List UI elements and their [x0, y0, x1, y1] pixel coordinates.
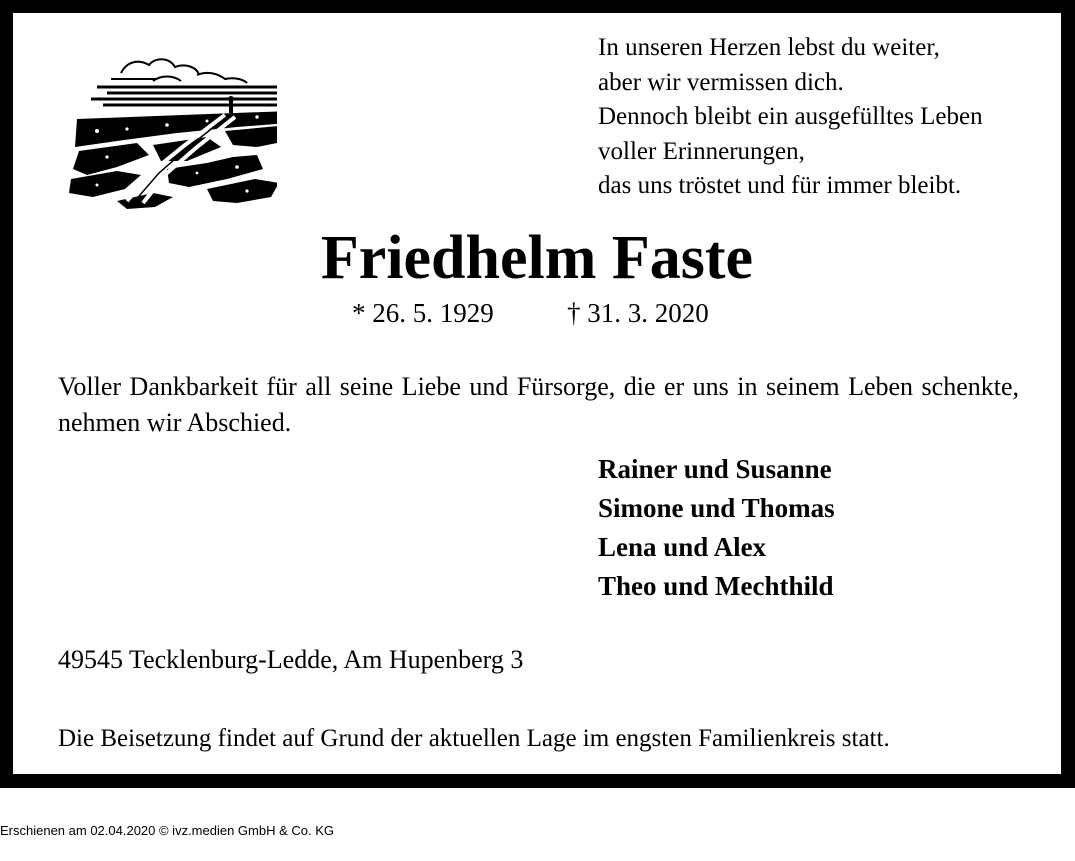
- mourner-name: Lena und Alex: [598, 532, 767, 562]
- poem-line: aber wir vermissen dich.: [598, 68, 844, 96]
- poem-line: In unseren Herzen lebst du weiter,: [598, 34, 940, 61]
- mourner-name: Theo und Mechthild: [598, 571, 834, 601]
- mourner-name: Simone und Thomas: [598, 493, 835, 523]
- family-address: 49545 Tecklenburg-Ledde, Am Hupenberg 3: [58, 645, 524, 674]
- publication-footer: Erschienen am 02.04.2020 © ivz.medien GmbH & Co. KG: [0, 823, 335, 838]
- poem-line: Dennoch bleibt ein ausgefülltes Leben: [598, 103, 983, 130]
- memorial-poem: [598, 31, 983, 204]
- death-date: † 31. 3. 2020: [567, 298, 709, 328]
- poem-line: voller Erinnerungen,: [598, 137, 805, 165]
- farewell-text: Voller Dankbarkeit für all seine Liebe und Fürsorge, die er uns in seinem Leben schenkte, nehmen wir Abschied.: [58, 372, 1019, 437]
- birth-date: * 26. 5. 1929: [352, 298, 494, 328]
- landscape-illustration-icon: [57, 51, 277, 211]
- mourner-name: Rainer und Susanne: [598, 454, 832, 484]
- mourners-list: [598, 450, 835, 606]
- poem-line: das uns tröstet und für immer bleibt.: [598, 172, 962, 199]
- burial-notice: Die Beisetzung findet auf Grund der aktuellen Lage im engsten Familienkreis statt.: [58, 725, 890, 752]
- deceased-name: Friedhelm Faste: [320, 224, 754, 292]
